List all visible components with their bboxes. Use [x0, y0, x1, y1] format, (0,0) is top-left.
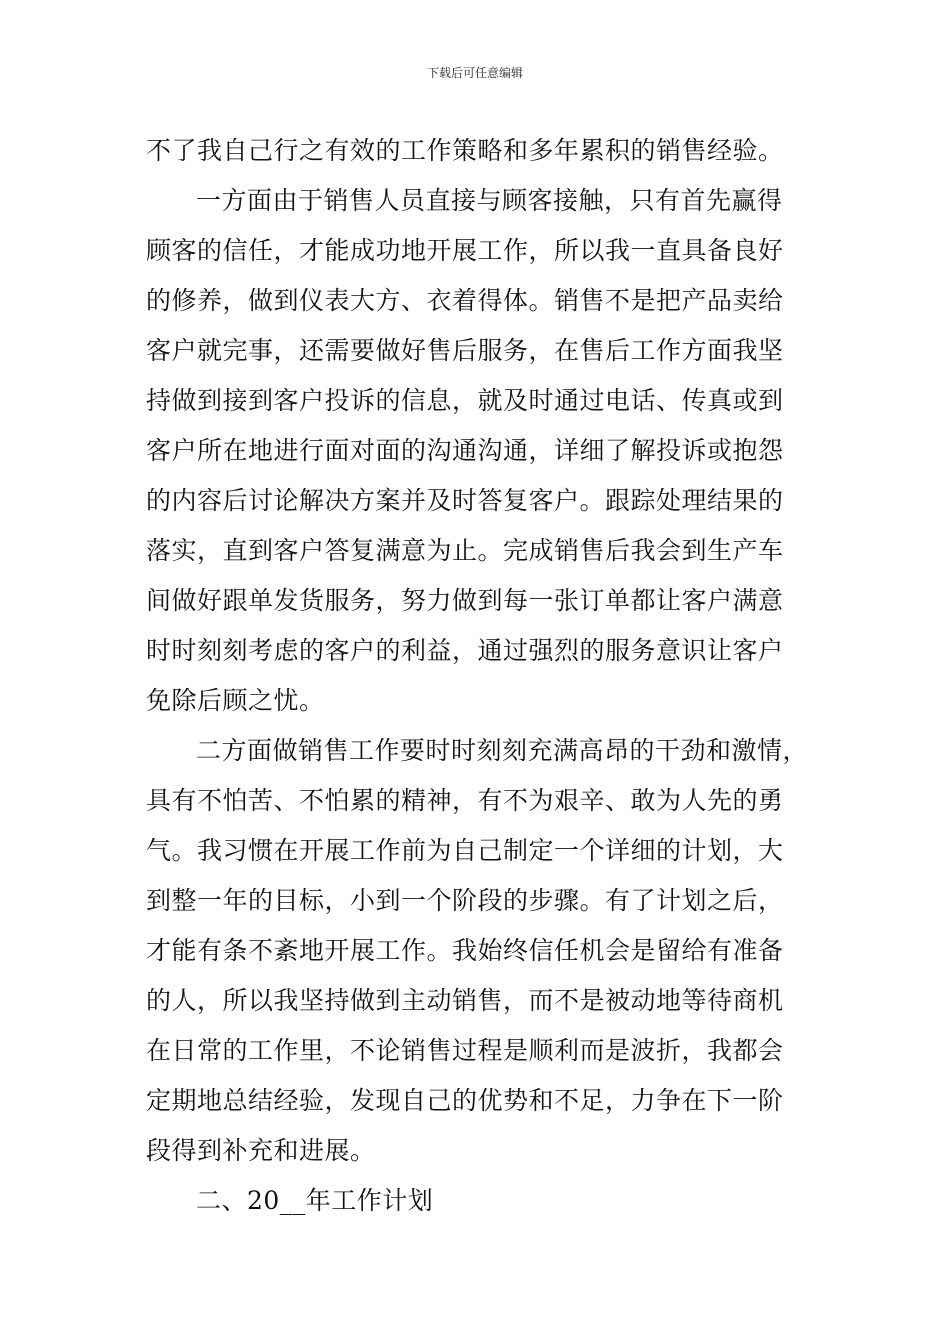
text-line: 不了我自己行之有效的工作策略和多年累积的销售经验。 [146, 136, 784, 165]
section-heading: 二、20__年工作计划 [196, 1186, 434, 1215]
text-line: 到整一年的目标，小到一个阶段的步骤。有了计划之后， [146, 886, 784, 915]
text-line: 的内容后讨论解决方案并及时答复客户。跟踪处理结果的 [146, 486, 784, 515]
text-line: 的修养，做到仪表大方、衣着得体。销售不是把产品卖给 [146, 286, 784, 315]
text-line: 具有不怕苦、不怕累的精神，有不为艰辛、敢为人先的勇 [146, 786, 784, 815]
text-line: 顾客的信任，才能成功地开展工作，所以我一直具备良好 [146, 236, 784, 265]
text-line: 气。我习惯在开展工作前为自己制定一个详细的计划，大 [146, 836, 784, 865]
text-line: 时时刻刻考虑的客户的利益，通过强烈的服务意识让客户 [146, 636, 784, 665]
text-line: 的人，所以我坚持做到主动销售，而不是被动地等待商机 [146, 986, 784, 1015]
document-body [146, 126, 816, 1226]
paragraph-start-line: 二方面做销售工作要时时刻刻充满高昂的干劲和激情， [196, 736, 809, 765]
text-line: 免除后顾之忧。 [146, 686, 325, 715]
text-line: 才能有条不紊地开展工作。我始终信任机会是留给有准备 [146, 936, 784, 965]
text-line: 客户就完事，还需要做好售后服务，在售后工作方面我坚 [146, 336, 784, 365]
text-line: 间做好跟单发货服务，努力做到每一张订单都让客户满意 [146, 586, 784, 615]
page-header: 下载后可任意编辑 [426, 66, 523, 80]
text-line: 落实，直到客户答复满意为止。完成销售后我会到生产车 [146, 536, 784, 565]
text-line: 定期地总结经验，发现自己的优势和不足，力争在下一阶 [146, 1086, 784, 1115]
text-line: 段得到补充和进展。 [146, 1136, 376, 1165]
text-line: 在日常的工作里，不论销售过程是顺利而是波折，我都会 [146, 1036, 784, 1065]
paragraph-start-line: 一方面由于销售人员直接与顾客接触，只有首先赢得 [196, 186, 783, 215]
text-line: 持做到接到客户投诉的信息，就及时通过电话、传真或到 [146, 386, 784, 415]
text-line: 客户所在地进行面对面的沟通沟通，详细了解投诉或抱怨 [146, 436, 784, 465]
